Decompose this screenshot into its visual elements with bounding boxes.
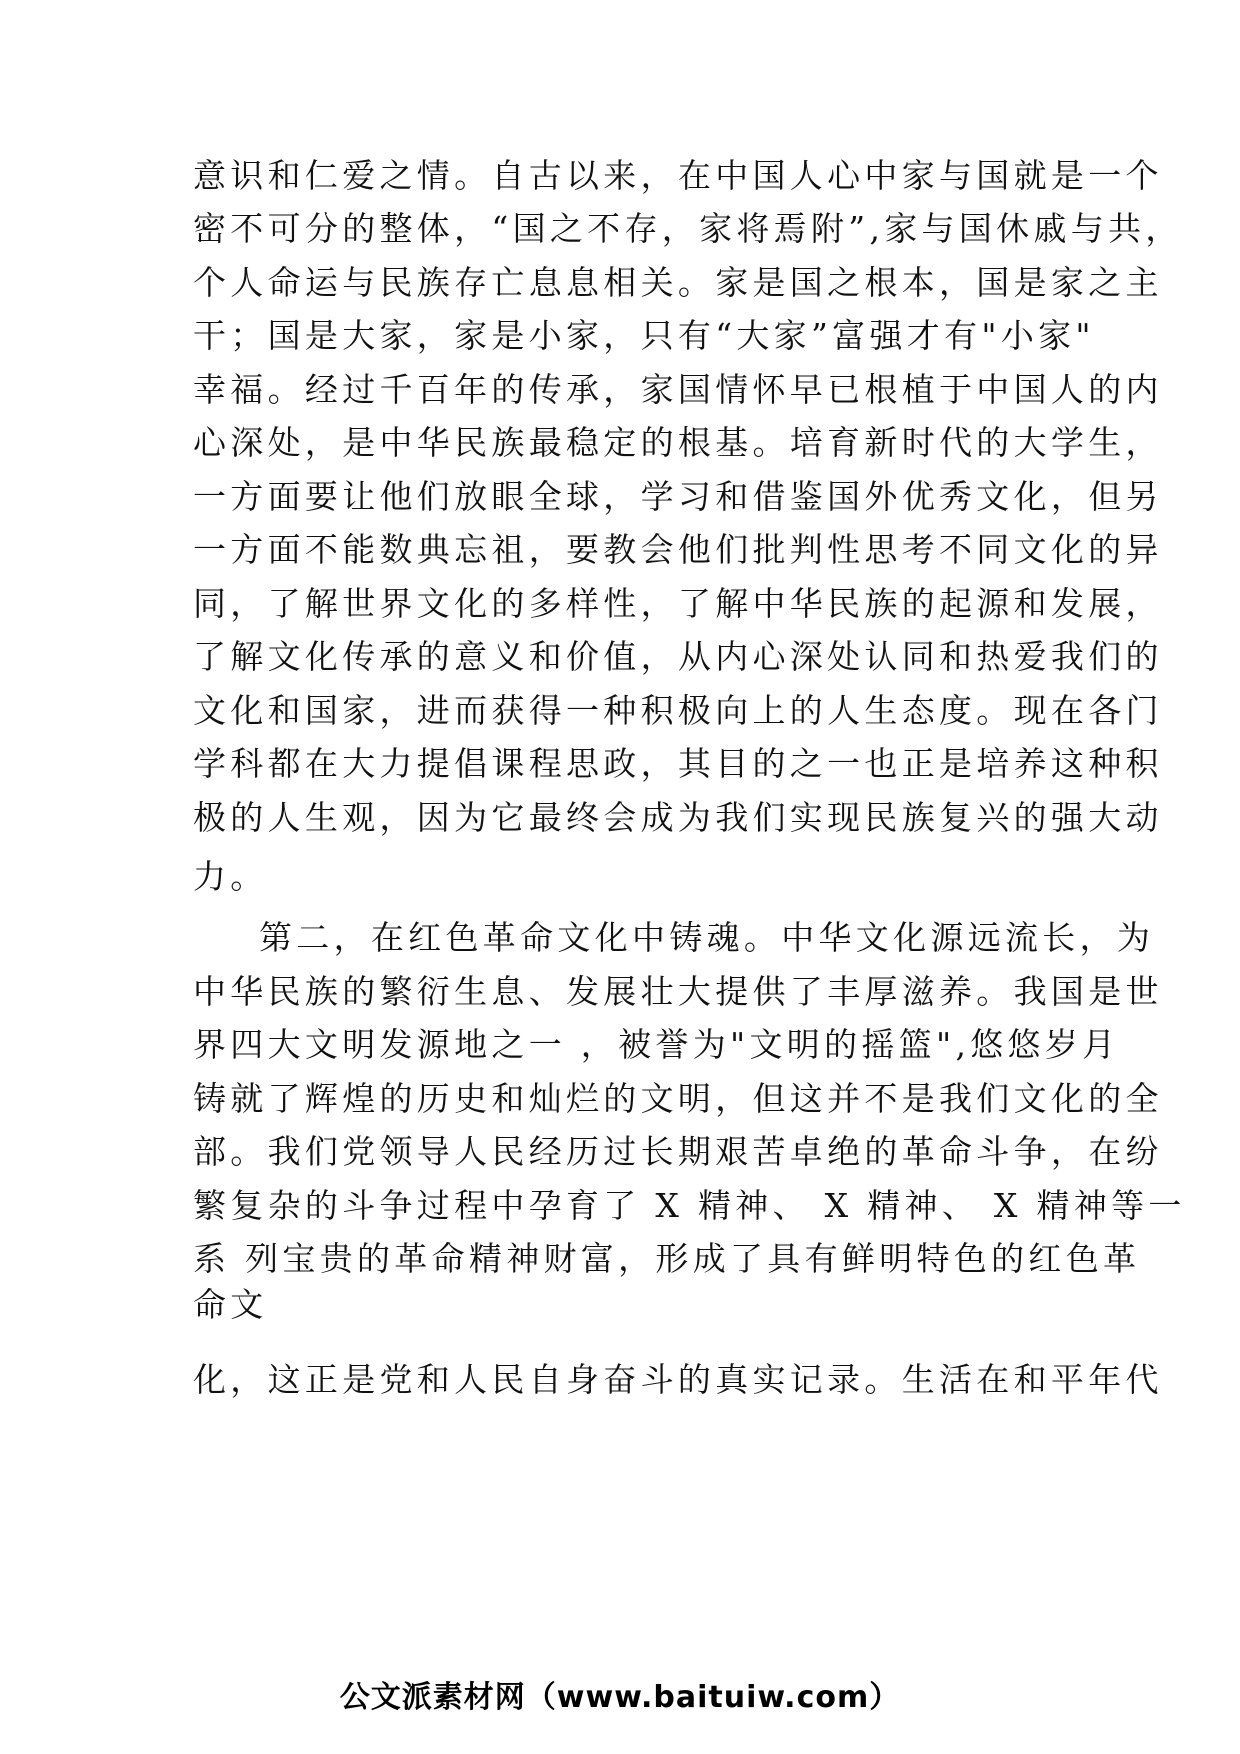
- body-text-line: 化，这正是党和人民自身奋斗的真实记录。生活在和平年代: [193, 1360, 1163, 1399]
- footer-watermark-text: 公文派素材网（www.baituiw.com）: [339, 1680, 901, 1715]
- body-text-line: 极的人生观，因为它最终会成为我们实现民族复兴的强大动: [193, 798, 1163, 837]
- body-text-line: 部。我们党领导人民经历过长期艰苦卓绝的革命斗争，在纷: [193, 1132, 1163, 1171]
- body-text-line: 铸就了辉煌的历史和灿烂的文明，但这并不是我们文化的全: [193, 1079, 1163, 1118]
- paragraph-first-line: 第二，在红色革命文化中铸魂。中华文化源远流长，为: [259, 918, 1155, 957]
- body-text-line: 幸福。经过千百年的传承，家国情怀早已根植于中国人的内: [193, 370, 1163, 409]
- body-text-line: 了解文化传承的意义和价值，从内心深处认同和热爱我们的: [193, 637, 1163, 676]
- body-text-line: 心深处，是中华民族最稳定的根基。培育新时代的大学生，: [193, 423, 1163, 462]
- body-text-line: 力。: [193, 857, 268, 896]
- body-text-line: 一方面不能数典忘祖，要教会他们批判性思考不同文化的异: [193, 530, 1163, 569]
- body-text-line: 个人命运与民族存亡息息相关。家是国之根本，国是家之主: [193, 263, 1163, 302]
- body-text-line: 文化和国家，进而获得一种积极向上的人生态度。现在各门: [193, 691, 1163, 730]
- body-text-line: 繁复杂的斗争过程中孕育了 X 精神、 X 精神、 X 精神等一: [193, 1186, 1186, 1225]
- body-text-line: 干；国是大家，家是小家，只有“大家”富强才有"小家": [193, 316, 1095, 355]
- body-text-line: 命文: [193, 1285, 268, 1324]
- body-text-line: 一方面要让他们放眼全球，学习和借鉴国外优秀文化，但另: [193, 477, 1163, 516]
- body-text-line: 中华民族的繁衍生息、发展壮大提供了丰厚滋养。我国是世: [193, 972, 1163, 1011]
- body-text-line: 意识和仁爱之情。自古以来，在中国人心中家与国就是一个: [193, 156, 1163, 195]
- body-text-line: 界四大文明发源地之一 ，被誉为"文明的摇篮",悠悠岁月: [193, 1025, 1120, 1064]
- body-text-line: 同，了解世界文化的多样性，了解中华民族的起源和发展，: [193, 584, 1163, 623]
- body-text-line: 系 列宝贵的革命精神财富，形成了具有鲜明特色的红色革: [193, 1239, 1141, 1278]
- body-text-line: 密不可分的整体，“国之不存，家将焉附”,家与国休戚与共，: [193, 209, 1183, 248]
- body-text-line: 学科都在大力提倡课程思政，其目的之一也正是培养这种积: [193, 744, 1163, 783]
